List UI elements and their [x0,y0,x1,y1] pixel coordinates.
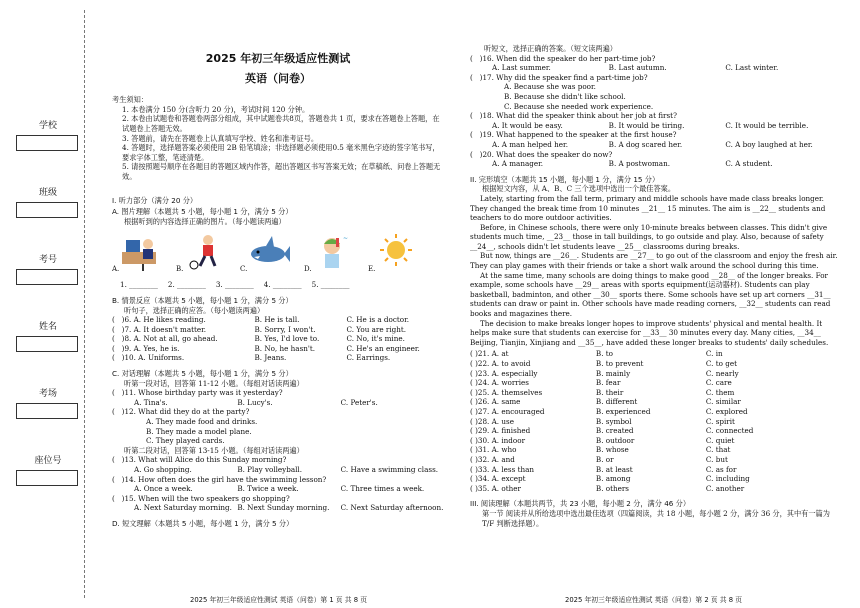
question-10: ( ) 10. A. Uniforms. B. Jeans. C. Earrings. [112,353,391,363]
answer-paren[interactable]: ( ) [470,359,478,368]
cloze-option: B. among [595,474,631,484]
sectionC-note1: 听第一段对话，回答第 11-12 小题。（每组对话读两遍） [124,378,304,388]
q18-opt-a: A. It would be easy. [492,120,563,130]
question-9: ( ) 9. A. Yes, he is. B. No, he hasn't. C. He's an engineer. [112,343,420,353]
picture-e-label: E. [368,264,376,273]
q13-options [112,465,444,475]
sectionD-heading: D. 短文理解（本题共 5 小题，每小题 1 分，满分 5 分） [112,518,294,528]
picture-e [368,232,418,273]
note-3: 3. 答题前，请先在答题卷上认真填写学校、姓名和准考证号。 [122,133,319,143]
cloze-option: B. or [595,454,614,464]
sectionC-heading: C. 对话理解（本题共 5 小题，每小题 1 分，满分 5 分） [112,369,293,379]
picture-d [304,232,354,273]
q19-opt-a: A. A man helped her. [492,139,568,149]
boy-playing-football-icon [182,232,226,272]
q11-options [112,398,444,408]
note-2: 2. 本卷由试题卷和答题卷两部分组成，其中试题卷共8页，答题卷共 1 页，要求在答题卷上答题，在试题卷上答题无效。 [122,114,440,133]
cloze-question [470,484,842,494]
q18-opt-c: C. It would be terrible. [725,120,809,130]
answer-paren[interactable]: ( ) [470,368,478,378]
blank-2-num: 2. [167,280,175,290]
q18-options [470,121,842,131]
class-label: 班级 [38,188,57,198]
q16-options [470,63,842,73]
sectionB-heading: B. 情景反应（本题共 5 小题，每小题 1 分，满分 5 分） [112,295,293,305]
cloze-option: 35. A. other [477,483,521,493]
seat-number-box[interactable] [16,470,78,486]
sick-girl-icon [310,232,354,272]
q14-opt-c: C. Three times a week. [340,484,425,494]
sectionC-note2: 听第二段对话，回答第 13-15 小题。（每组对话读两遍） [124,445,304,455]
cloze-option: B. fear [595,378,621,388]
q8-c: C. No, it's mine. [346,334,405,344]
cloze-question [470,455,842,465]
cloze-option: B. experienced [595,406,651,416]
school-label: 学校 [38,121,57,131]
cloze-option: C. including [705,474,750,484]
cloze-question [470,388,842,398]
passage-paragraph-5: The decision to make breaks longer hopes to improve students' physical and mental health. It helps make sure that students can exercise for __33__ 30 minutes every day. Many cities, __34__ Beijing, Tianjin, Xinjiang and __35__, have added these longer breaks to students' daily schedules. [470,318,829,347]
cloze-question [470,407,842,417]
q19-opt-c: C. A boy laughed at her. [725,139,813,149]
cloze-option: B. others [595,483,629,493]
cloze-option: 29. A. finished [477,426,531,436]
answer-paren[interactable]: ( ) [470,454,478,464]
cloze-options [470,349,842,493]
seat-number-field [16,453,80,486]
q11-text: 11. Whose birthday party was it yesterday? [124,388,283,398]
q6-c: C. He is a doctor. [346,315,410,325]
page-1 [112,40,444,529]
sectionD-note: 听短文，选择正确的答案。（短文读两遍） [484,44,617,53]
q6-b: B. He is tall. [254,315,300,325]
cloze-option: C. connected [705,426,754,436]
cloze-question [470,465,842,475]
exam-room-label: 考场 [38,389,57,399]
answer-paren[interactable]: ( ) [470,464,478,474]
question-14: ( ) 14. How often does the girl have the swimming lesson? [112,474,327,484]
q11-opt-b: B. Lucy's. [237,397,273,407]
man-at-computer-icon [118,232,162,272]
q15-text: 15. When will the two speakers go shopping? [124,493,290,503]
picture-b-label: B. [176,264,184,273]
q13-opt-a: A. Go shopping. [134,465,192,474]
blank-4[interactable]: 4. ________ [263,280,302,290]
cloze-question [470,369,842,379]
part3-note: 第一节 阅读并从所给选项中选出最佳选项（四篇阅读，共 18 小题，每小题 2 分，满分 36 分，其中有一篇为 T/F 判断选择题）。 [482,508,830,528]
cloze-question [470,397,842,407]
note-5: 5. 请按照题号顺序在各题目的答题区域内作答，超出答题区书写答案无效；在草稿纸、问卷上答题无效。 [122,162,441,181]
note-4: 4. 答题时，选择题答案必须使用 2B 铅笔填涂；非选择题必须使用0.5 毫米黑色字迹的签字笔书写，要求字体工整，笔迹清楚。 [122,143,440,162]
q15-options [112,503,444,513]
blank-3[interactable]: 3. ________ [215,280,254,290]
shark-icon [246,232,290,272]
exam-number-box[interactable] [16,269,78,285]
cloze-option: B. different [595,397,638,407]
part1-heading: I. 听力部分（满分 20 分） [112,195,198,205]
answer-paren[interactable]: ( ) [470,406,478,416]
notes-heading: 考生须知： [112,95,148,105]
q14-opt-b: B. Twice a week. [237,484,299,494]
question-13: ( ) 13. What will Alice do this Sunday morning? [112,455,287,465]
page-2-footer: 2025 年初三年级适应性测试 英语（问卷）第 2 页 共 8 页 [565,596,743,604]
q10-c: C. Earrings. [346,353,391,363]
cloze-option: 24. A. worries [477,378,529,388]
q17-opt-b: B. Because she didn't like school. [504,91,626,101]
answer-paren[interactable]: ( ) [470,378,478,388]
q12-opt-a: A. They made food and drinks. [146,417,258,427]
sectionB-note: 听句子，选择正确的应答。（每小题读两遍） [124,305,265,315]
blank-1[interactable]: 1. ________ [120,280,158,290]
cloze-question [470,436,842,446]
cloze-question [470,426,842,436]
picture-row [112,232,418,273]
q8-b: B. Yes, I'd love to. [254,334,320,344]
cloze-option: 28. A. use [477,416,514,426]
q16-opt-b: B. Last autumn. [608,63,667,73]
cloze-option: C. as for [705,464,737,474]
cloze-question [470,378,842,388]
q20-opt-b: B. A postwoman. [608,159,670,169]
cloze-option: C. explored [705,406,748,416]
cloze-option: B. to prevent [595,359,644,368]
answer-paren[interactable]: ( ) [470,349,478,359]
q10-a: 10. A. Uniforms. [124,353,185,363]
q16-text: 16. When did the speaker do her part-time job? [482,53,656,63]
question-7: ( ) 7. A. It doesn't matter. B. Sorry, I won't. C. You are right. [112,324,407,334]
q12-opt-c: C. They played cards. [146,436,225,446]
svg-text:~: ~ [343,235,349,243]
note-1: 1. 本卷满分 150 分(含听力 20 分)，考试时间 120 分钟。 [122,104,310,114]
exam-room-field [16,386,80,419]
blank-3-num: 3. [215,280,223,290]
question-12: ( ) 12. What did they do at the party? [112,407,250,417]
cloze-option: 31. A. who [477,445,517,455]
blank-1-num: 1. [120,280,127,290]
q11-opt-a: A. Tina's. [134,397,168,407]
cloze-option: 26. A. same [477,397,521,407]
answer-paren[interactable]: ( ) [470,387,478,397]
student-info-column [16,118,80,520]
q9-a: 9. A. Yes, he is. [124,343,180,353]
sectionB-questions [112,315,444,363]
question-20: ( ) 20. What does the speaker do now? [470,149,613,159]
cloze-option: 25. A. themselves [477,387,543,397]
cloze-question [470,417,842,427]
question-11: ( ) 11. Whose birthday party was it yesterday? [112,388,283,398]
page-1-footer: 2025 年初三年级适应性测试 英语（问卷）第 1 页 共 8 页 [190,596,368,604]
blank-5-num: 5. [311,280,319,290]
passage-paragraph-1: Lately, starting from the fall term, primary and middle schools have made class breaks longer. They changed the break time from 10 minutes __21__ 15 minutes. The aim is __22__ students and teachers to do more outdoor activities. [470,193,826,223]
part3-heading: III. 阅读理解（本题共两节，共 23 小题，每小题 2 分，满分 46 分） [470,499,691,509]
page-subtitle: 英语（问卷） [245,71,311,85]
cloze-option: C. spirit [705,416,735,426]
blank-2[interactable]: 2. ________ [167,280,206,290]
cloze-passage [470,194,842,348]
class-field [16,185,80,218]
q9-b: B. No, he hasn't. [254,343,316,353]
picture-a [112,232,162,273]
question-15: ( ) 15. When will the two speakers go shopping? [112,493,290,503]
q13-opt-b: B. Play volleyball. [237,465,303,474]
school-field [16,118,80,151]
cloze-option: B. symbol [595,416,632,426]
q6-a: 6. A. He likes reading. [124,315,206,325]
exam-notes [112,95,444,181]
question-17: ( ) 17. Why did the speaker find a part-time job? [470,72,648,82]
cloze-option: 27. A. encouraged [477,406,545,416]
q14-text: 14. How often does the girl have the swimming lesson? [124,474,327,484]
q12-opt-b: B. They made a model plane. [146,426,252,436]
sectionA-note: 根据听到的内容选择正确的图片。（每小题读两遍） [124,216,286,226]
cloze-option: 30. A. indoor [477,435,526,445]
picture-a-label: A. [112,264,120,273]
picture-b [176,232,226,273]
q12-text: 12. What did they do at the party? [124,407,250,417]
cloze-option: C. care [705,378,732,388]
picture-c-label: C. [240,264,248,273]
answer-paren[interactable]: ( ) [470,397,478,407]
q7-c: C. You are right. [346,324,407,334]
exam-room-box[interactable] [16,403,78,419]
q20-opt-a: A. A manager. [492,159,544,169]
exam-number-label: 考号 [38,255,57,265]
question-16: ( ) 16. When did the speaker do her part-time job? [470,53,656,63]
cloze-option: C. to get [705,359,737,368]
q15-opt-b: B. Next Sunday morning. [237,503,330,513]
cloze-option: C. that [705,445,731,455]
q14-opt-a: A. Once a week. [134,484,193,494]
sun-icon [374,232,418,272]
picture-c [240,232,290,273]
binding-line [84,10,85,598]
q14-options [112,484,444,494]
cloze-option: 22. A. to avoid [477,359,531,368]
q20-options [470,159,842,169]
cloze-option: B. outdoor [595,435,635,445]
cloze-question [470,349,842,359]
seat-number-label: 座位号 [34,456,62,466]
exam-number-field [16,252,80,285]
cloze-option: B. created [595,426,634,436]
q17-text: 17. Why did the speaker find a part-time job? [482,72,648,82]
q13-text: 13. What will Alice do this Sunday morning? [124,455,287,465]
q7-a: 7. A. It doesn't matter. [124,324,207,334]
q13-opt-c: C. Have a swimming class. [340,465,439,474]
q10-b: B. Jeans. [254,353,287,363]
cloze-option: C. quiet [705,435,735,445]
cloze-option: B. mainly [595,368,631,378]
page-title: 2025 年初三年级适应性测试 [205,52,351,65]
passage-paragraph-4: At the same time, many schools are doing things to make good __28__ of the longer breaks. For example, some schools have __29__ areas with sports equipment(运动器材). Students can play basketball, badminton, and other __30__ sports there. Some schools have set up art corners __31__ students can draw or paint in. Other schools have made reading corners, __32__ students can read books and magazines there. [470,270,831,319]
q11-opt-c: C. Peter's. [340,397,378,407]
answer-paren[interactable]: ( ) [470,474,478,484]
cloze-option: 23. A. especially [477,368,538,378]
answer-blanks [120,280,444,290]
class-box[interactable] [16,202,78,218]
answer-paren[interactable]: ( ) [470,416,478,426]
q17-opt-c: C. Because she needed work experience. [504,101,654,111]
part2-heading: II. 完形填空（本题共 15 小题，每小题 1 分，满分 15 分） [470,174,660,184]
name-box[interactable] [16,336,78,352]
cloze-option: B. at least [595,464,633,474]
q18-opt-b: B. It would be tiring. [608,120,685,130]
q16-opt-c: C. Last winter. [725,63,779,73]
blank-5[interactable]: 5. ________ [311,280,350,290]
cloze-option: B. whose [595,445,629,455]
q17-opt-a: A. Because she was poor. [504,82,596,92]
part2-note: 根据短文内容，从 A、B、C 三个选项中选出一个最佳答案。 [482,184,676,194]
q9-c: C. He's an engineer. [346,343,420,353]
cloze-question [470,445,842,455]
q7-b: B. Sorry, I won't. [254,324,316,334]
answer-paren[interactable]: ( ) [470,445,478,455]
answer-paren[interactable]: ( ) [470,483,478,493]
cloze-option: B. to [595,349,613,359]
passage-paragraph-3: But now, things are __26__. Students are __27__ to go out of the classroom and enjoy the fresh air. They can play games with their friends or take a short walk around the school during this time. [470,251,838,271]
q19-options [470,140,842,150]
answer-paren[interactable]: ( ) [470,435,478,445]
cloze-option: C. them [705,387,735,397]
name-field [16,319,80,352]
q16-opt-a: A. Last summer. [492,63,551,73]
school-box[interactable] [16,135,78,151]
q19-opt-b: B. A dog scared her. [608,139,683,149]
question-19: ( ) 19. What happened to the speaker at the first house? [470,130,677,140]
q18-text: 18. What did the speaker think about her job at first? [482,111,677,121]
q8-a: 8. A. Not at all, go ahead. [124,334,218,344]
question-6: ( ) 6. A. He likes reading. B. He is tall. C. He is a doctor. [112,315,410,325]
cloze-option: 32. A. and [477,454,515,464]
question-18: ( ) 18. What did the speaker think about her job at first? [470,111,677,121]
q15-opt-a: A. Next Saturday morning. [134,503,232,513]
cloze-option: C. similar [705,397,741,407]
cloze-question [470,474,842,484]
cloze-option: C. but [705,454,728,464]
question-8: ( ) 8. A. Not at all, go ahead. B. Yes, I'd love to. C. No, it's mine. [112,334,405,344]
cloze-option: 21. A. at [477,349,509,359]
q20-opt-c: C. A student. [725,159,773,169]
q19-text: 19. What happened to the speaker at the first house? [482,130,677,140]
answer-paren[interactable]: ( ) [470,426,478,436]
cloze-option: 34. A. except [477,474,526,484]
page-2 [470,44,842,528]
blank-4-num: 4. [263,280,271,290]
cloze-question [470,359,842,369]
cloze-option: C. in [705,349,723,359]
sectionA-heading: A. 图片理解（本题共 5 小题，每小题 1 分，满分 5 分） [112,207,293,217]
cloze-option: B. their [595,387,624,397]
cloze-option: 33. A. less than [477,464,535,474]
q20-text: 20. What does the speaker do now? [482,149,613,159]
passage-paragraph-2: Before, in Chinese schools, there were only 10-minute breaks between classes. This didn't give students much time, __23__ those in tall buildings, to go outside and play. Also, because of safety __24__, schools didn't let students leave __25__ classrooms during breaks. [470,222,828,251]
picture-d-label: D. [304,264,312,273]
name-label: 姓名 [38,322,57,332]
cloze-option: C. another [705,483,745,493]
cloze-option: C. nearly [705,368,739,378]
q15-opt-c: C. Next Saturday afternoon. [340,503,444,513]
